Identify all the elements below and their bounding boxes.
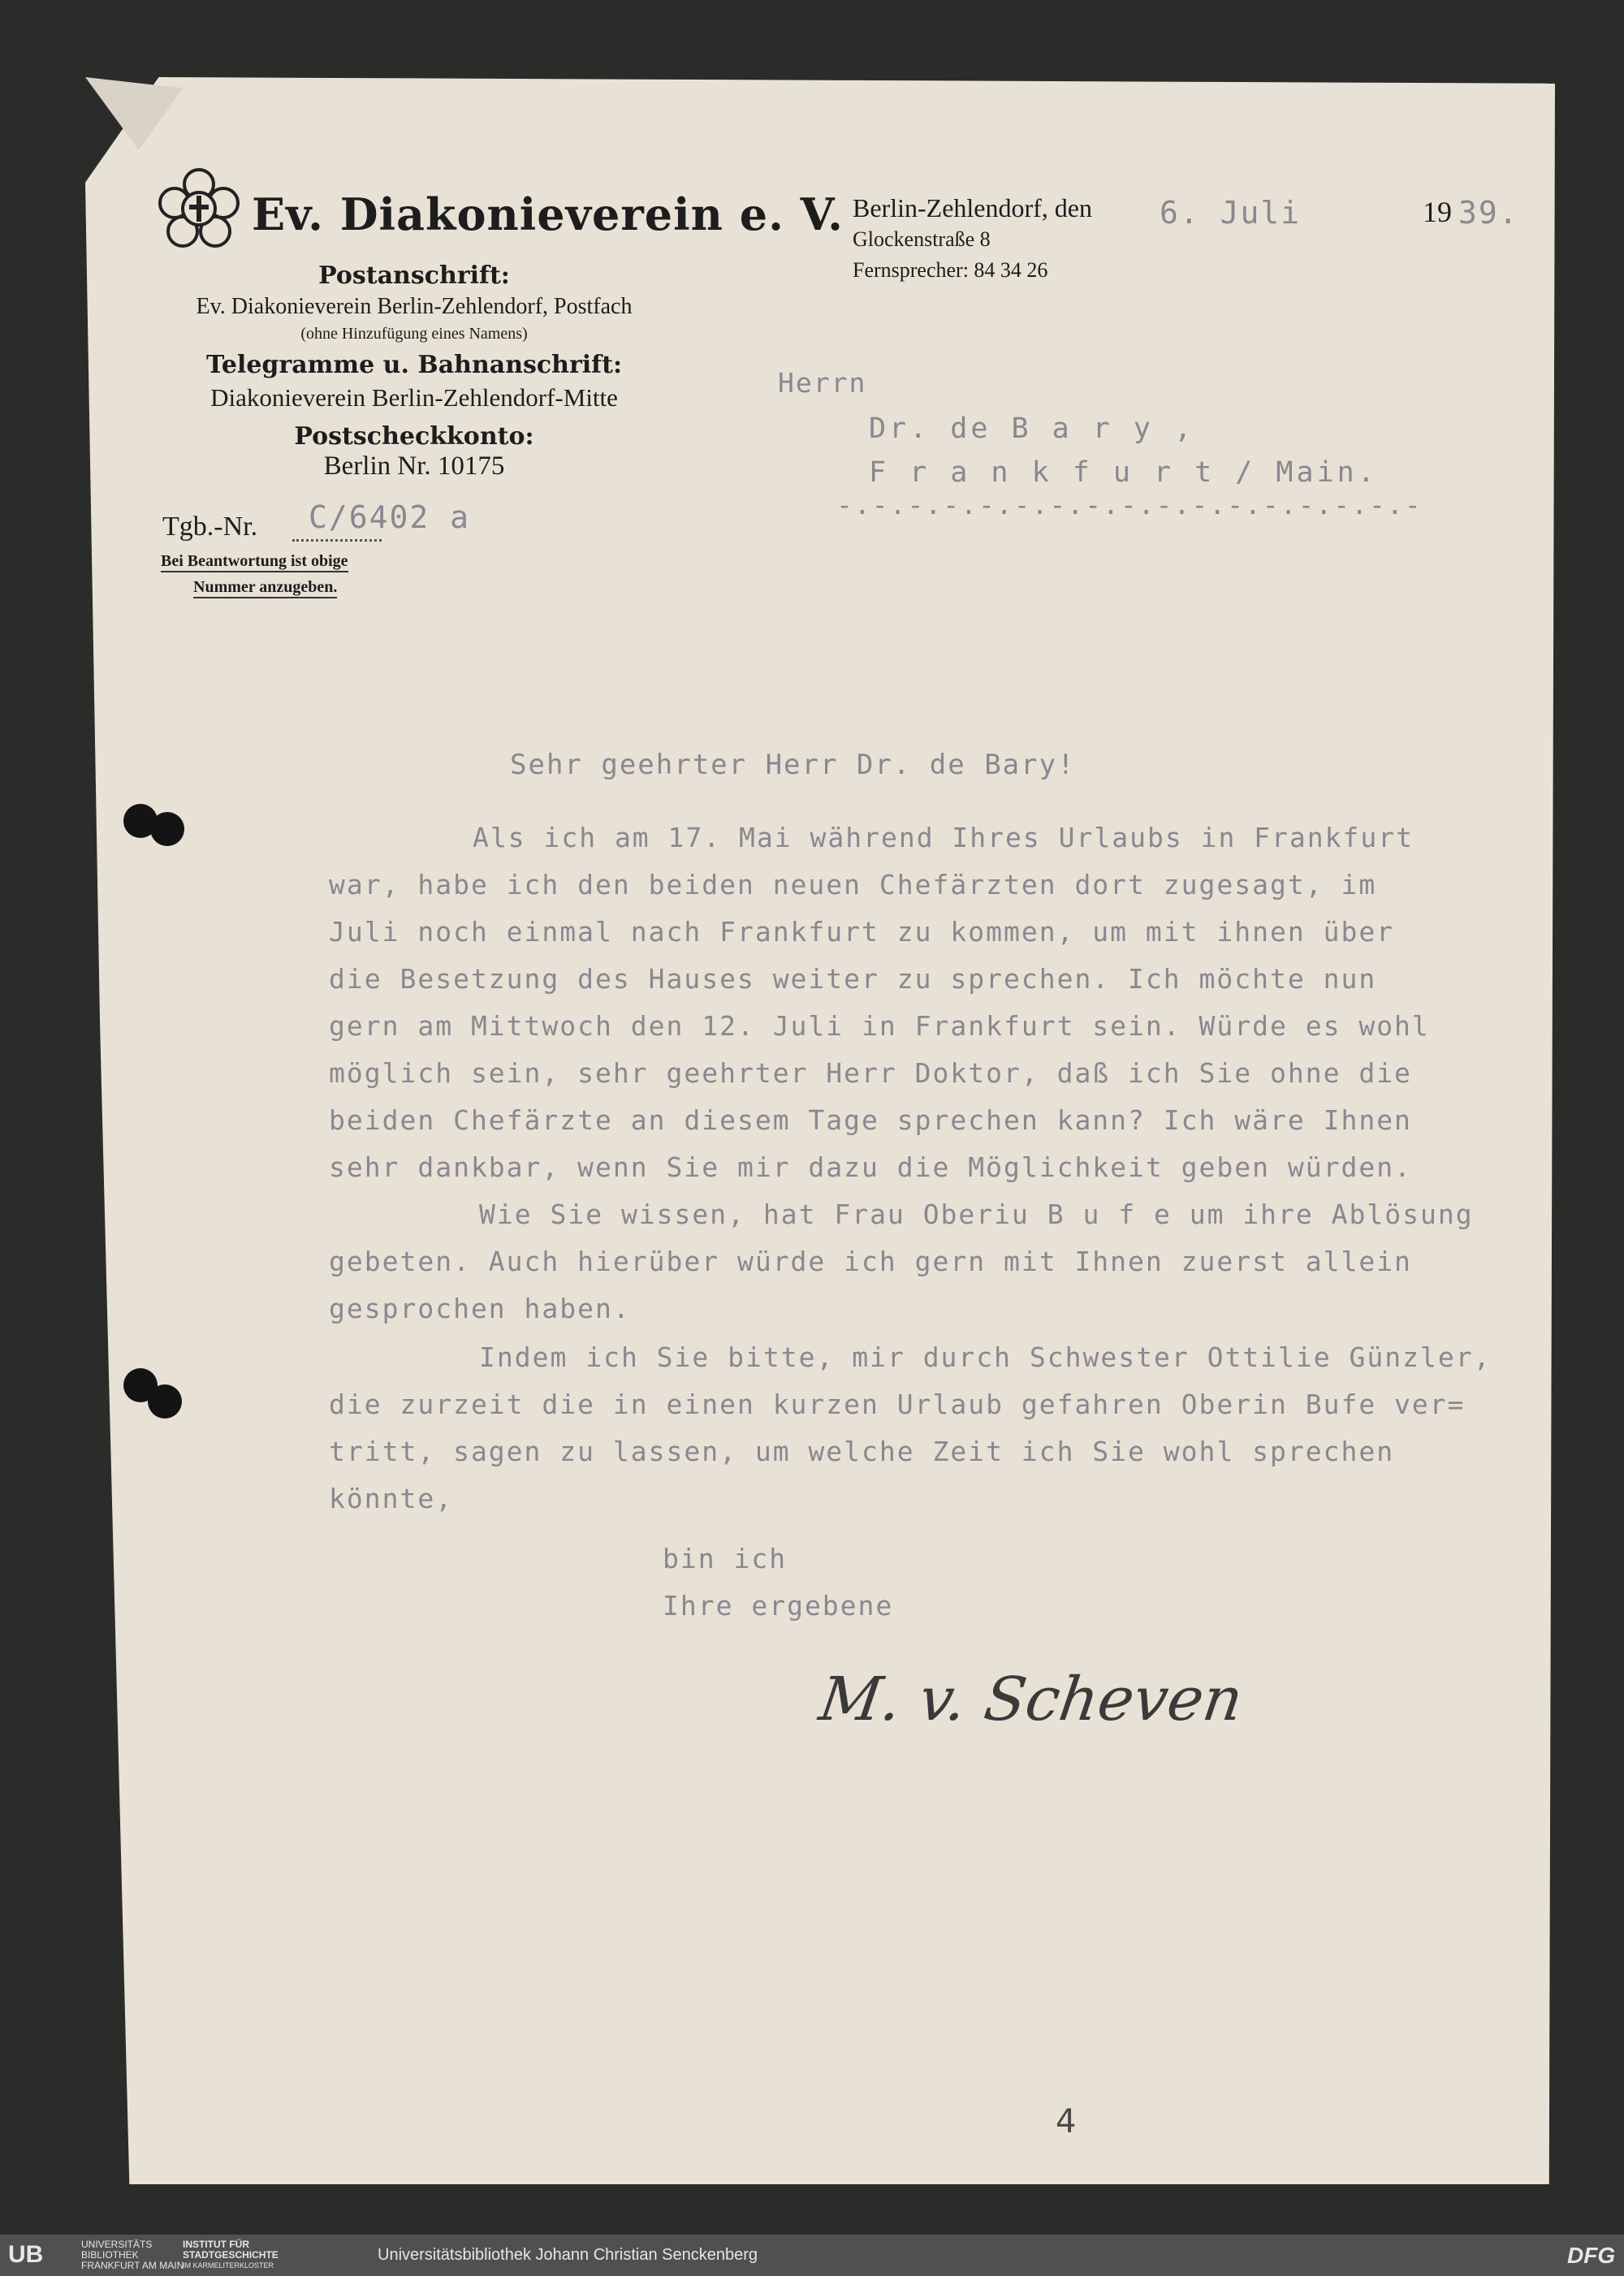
phone-number: Fernsprecher: 84 34 26 (853, 258, 1048, 282)
body-line: Indem ich Sie bitte, mir durch Schwester Ottilie Günzler, (479, 1341, 1492, 1373)
body-line: möglich sein, sehr geehrter Herr Doktor, daß ich Sie ohne die (329, 1057, 1412, 1089)
postal-heading: Postanschrift: (318, 261, 510, 290)
reference-number: C/6402 a (309, 499, 471, 535)
organization-name: Ev. Diakonieverein e. V. (252, 188, 844, 240)
closing-line-2: Ihre ergebene (663, 1590, 894, 1622)
postal-address: Ev. Diakonieverein Berlin-Zehlendorf, Postfach (196, 294, 633, 319)
postcheck-number: Berlin Nr. 10175 (323, 451, 505, 481)
ub-text-line: FRANKFURT AM MAIN (81, 2260, 184, 2271)
body-line: gebeten. Auch hierüber würde ich gern mit Ihnen zuerst allein (329, 1246, 1412, 1277)
letter-greeting: Sehr geehrter Herr Dr. de Bary! (510, 749, 1076, 781)
institute-line: STADTGESCHICHTE (183, 2249, 279, 2261)
body-line: war, habe ich den beiden neuen Chefärzten dort zugesagt, im (329, 869, 1377, 900)
institute-text (183, 2239, 279, 2271)
punch-hole (150, 812, 184, 846)
telegram-address: Diakonieverein Berlin-Zehlendorf-Mitte (210, 383, 618, 412)
year-suffix: 39. (1458, 195, 1519, 231)
ub-text (81, 2239, 184, 2271)
reply-note-line-2: Nummer anzugeben. (193, 578, 337, 598)
telegram-heading: Telegramme u. Bahnanschrift: (205, 351, 623, 379)
institute-line: INSTITUT FÜR (183, 2239, 249, 2250)
reference-dotted-line (292, 539, 382, 542)
body-line: Wie Sie wissen, hat Frau Oberiu B u f e um ihre Ablösung (479, 1198, 1474, 1230)
postcheck-heading: Postscheckkonto: (294, 422, 534, 451)
body-line: beiden Chefärzte an diesem Tage sprechen kann? Ich wäre Ihnen (329, 1104, 1412, 1136)
page-number: 4 (1056, 2103, 1077, 2140)
body-line: gesprochen haben. (329, 1293, 631, 1324)
ub-text-line: BIBLIOTHEK (81, 2249, 139, 2261)
ub-logo: UB (8, 2241, 44, 2268)
place-date-prefix: Berlin-Zehlendorf, den (853, 193, 1092, 222)
ub-text-line: UNIVERSITÄTS (81, 2239, 153, 2250)
letter-date: 6. Juli (1160, 195, 1302, 231)
body-line: die Besetzung des Hauses weiter zu sprechen. Ich möchte nun (329, 963, 1377, 995)
reply-note-line-1: Bei Beantwortung ist obige (161, 552, 348, 572)
body-line: sehr dankbar, wenn Sie mir dazu die Möglichkeit geben würden. (329, 1151, 1412, 1183)
recipient-name: Dr. de B a r y , (869, 412, 1195, 445)
closing-line-1: bin ich (663, 1543, 788, 1574)
recipient-city: F r a n k f u r t / Main. (869, 456, 1378, 489)
recipient-salutation: Herrn (778, 367, 867, 399)
street-address: Glockenstraße 8 (853, 227, 991, 251)
body-line: Juli noch einmal nach Frankfurt zu kommen, um mit ihnen über (329, 916, 1395, 948)
punch-hole (148, 1384, 182, 1419)
body-line: Als ich am 17. Mai während Ihres Urlaubs in Frankfurt (473, 822, 1414, 853)
body-line: könnte, (329, 1483, 454, 1514)
year-prefix: 19 (1423, 196, 1452, 228)
recipient-rule: -.-.-.-.-.-.-.-.-.-.-.-.-.-.-.-.- (836, 489, 1423, 520)
library-name: Universitätsbibliothek Johann Christian Senckenberg (378, 2246, 758, 2264)
body-line: die zurzeit die in einen kurzen Urlaub gefahren Oberin Bufe ver= (329, 1388, 1466, 1420)
reference-label: Tgb.-Nr. (162, 512, 258, 542)
postal-note: (ohne Hinzufügung eines Namens) (300, 325, 528, 343)
rose-emblem-icon (158, 166, 240, 256)
footer-bar (0, 2235, 1624, 2276)
handwritten-signature: M. v. Scheven (814, 1665, 1247, 1734)
dfg-logo: DFG (1567, 2243, 1616, 2268)
body-line: gern am Mittwoch den 12. Juli in Frankfurt sein. Würde es wohl (329, 1010, 1430, 1042)
institute-line: IM KARMELITERKLOSTER (183, 2261, 274, 2270)
body-line: tritt, sagen zu lassen, um welche Zeit ich Sie wohl sprechen (329, 1436, 1395, 1467)
